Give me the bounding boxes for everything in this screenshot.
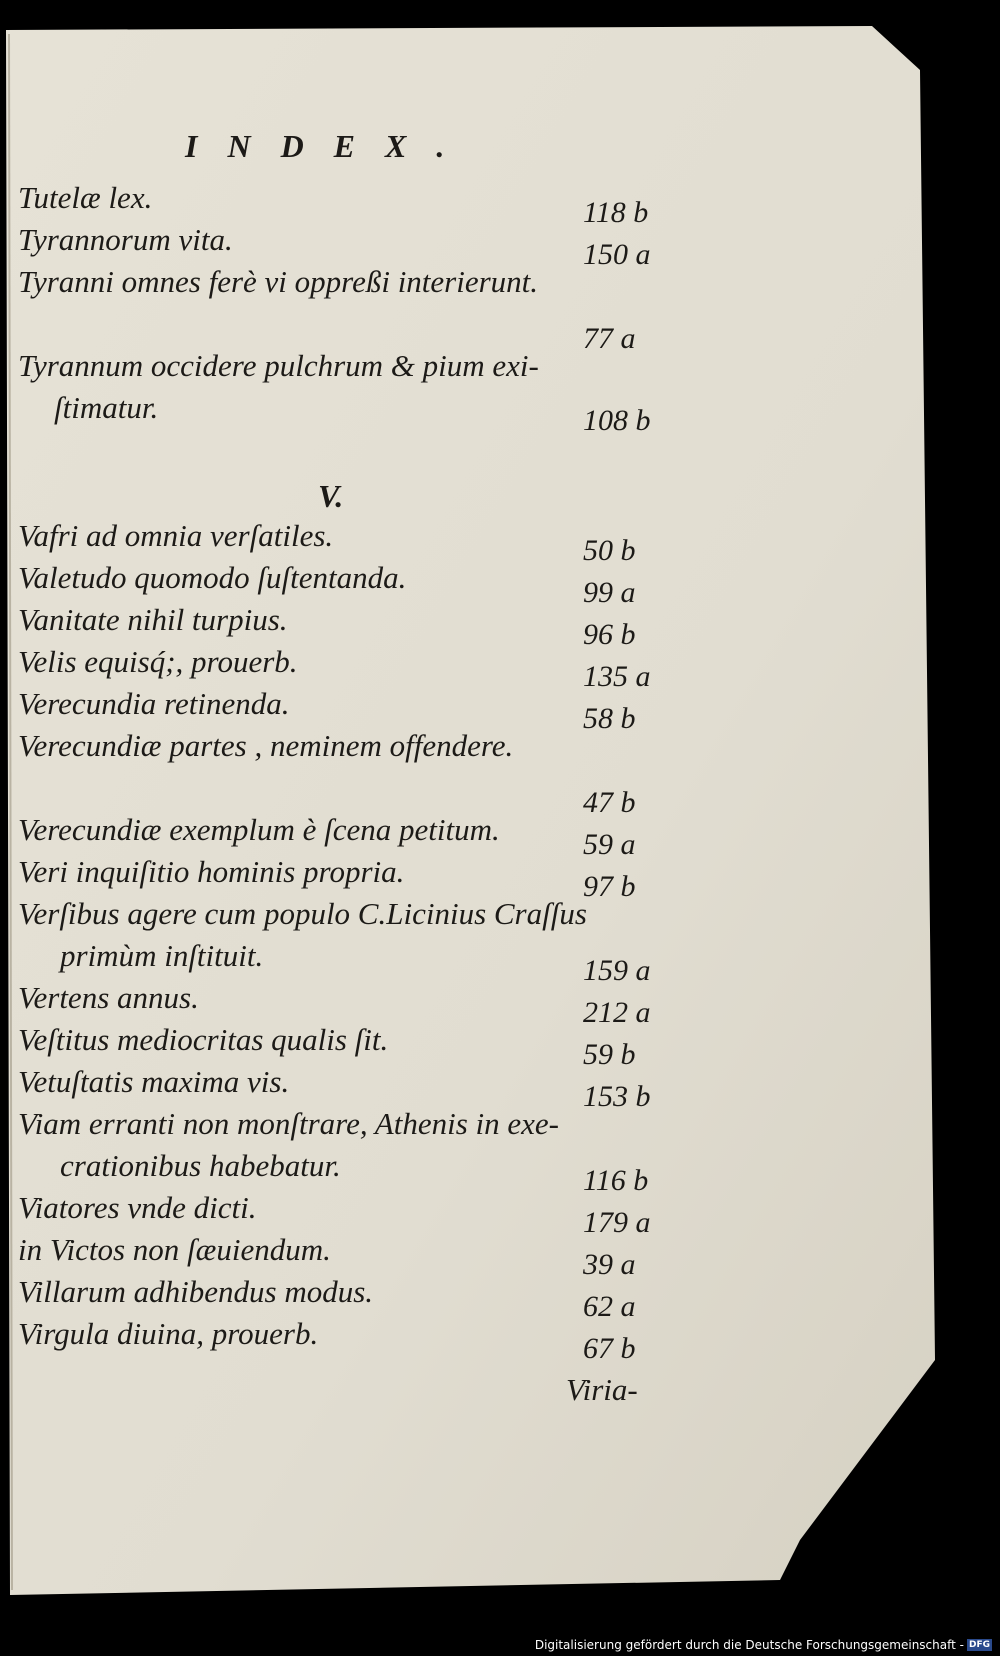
entry-continuation: ſtimatur. bbox=[54, 390, 159, 425]
entry-text: Verecundiæ partes , neminem offendere. bbox=[18, 728, 514, 763]
entry-text: Tyrannorum vita. bbox=[18, 222, 233, 257]
entry-page-ref: 153 b bbox=[583, 1080, 651, 1113]
entry-text: Virgula diuina, prouerb. bbox=[18, 1316, 319, 1351]
entry-page-ref: 59 a bbox=[583, 828, 636, 861]
entry-page-ref: 47 b bbox=[583, 786, 636, 819]
entry-page-ref: 150 a bbox=[583, 238, 651, 271]
entry-text: Viam erranti non monſtrare, Athenis in exe- bbox=[18, 1106, 559, 1141]
entry-page-ref: 58 b bbox=[583, 702, 636, 735]
entry-page-ref: 179 a bbox=[583, 1206, 651, 1239]
entry-text: Vanitate nihil turpius. bbox=[18, 602, 288, 637]
entry-page-ref: 135 a bbox=[583, 660, 651, 693]
entry-page-ref: 39 a bbox=[583, 1248, 636, 1281]
entry-text: Viatores vnde dicti. bbox=[18, 1190, 257, 1225]
dfg-logo: DFG bbox=[968, 1640, 990, 1650]
entry-text: Valetudo quomodo ſuſtentanda. bbox=[18, 560, 407, 595]
entry-continuation: primùm inſtituit. bbox=[60, 938, 264, 973]
entry-page-ref: 118 b bbox=[583, 196, 649, 229]
entry-text: Verſibus agere cum populo C.Licinius Craſſus bbox=[18, 896, 587, 931]
entry-text: Veri inquiſitio hominis propria. bbox=[18, 854, 405, 889]
section-heading-v: V. bbox=[318, 478, 344, 514]
credit-text: Digitalisierung gefördert durch die Deutsche Forschungsgemeinschaft - bbox=[534, 1638, 964, 1652]
entry-text: Vetuſtatis maxima vis. bbox=[18, 1064, 290, 1099]
entry-text: Verecundiæ exemplum è ſcena petitum. bbox=[18, 812, 500, 847]
entry-text: Veſtitus mediocritas qualis ſit. bbox=[18, 1022, 389, 1057]
entry-text: Tyrannum occidere pulchrum & pium exi- bbox=[18, 348, 539, 383]
catchword: Viria- bbox=[566, 1372, 638, 1407]
entry-continuation: crationibus habebatur. bbox=[60, 1148, 341, 1183]
digitization-credit bbox=[535, 1638, 992, 1652]
entry-text: Villarum adhibendus modus. bbox=[18, 1274, 374, 1309]
entry-page-ref: 99 a bbox=[583, 576, 636, 609]
entry-page-ref: 96 b bbox=[583, 618, 636, 651]
entry-text: Tutelæ lex. bbox=[18, 180, 153, 215]
entry-text: Velis equisq́;, prouerb. bbox=[18, 644, 298, 679]
entry-page-ref: 62 a bbox=[583, 1290, 636, 1323]
entry-page-ref: 212 a bbox=[583, 996, 651, 1029]
page-header: INDEX. bbox=[185, 128, 475, 164]
entry-text: Vertens annus. bbox=[18, 980, 199, 1015]
entry-page-ref: 97 b bbox=[583, 870, 636, 903]
entry-text: Tyranni omnes ferè vi oppreßi interierunt. bbox=[18, 264, 539, 299]
entry-text: Vafri ad omnia verſatiles. bbox=[18, 518, 334, 553]
entry-page-ref: 108 b bbox=[583, 404, 651, 437]
entry-page-ref: 67 b bbox=[583, 1332, 636, 1365]
entry-page-ref: 77 a bbox=[583, 322, 636, 355]
entry-text: Verecundia retinenda. bbox=[18, 686, 290, 721]
entry-page-ref: 59 b bbox=[583, 1038, 636, 1071]
entry-page-ref: 116 b bbox=[583, 1164, 649, 1197]
entry-text: in Victos non ſæuiendum. bbox=[18, 1232, 331, 1267]
entry-page-ref: 50 b bbox=[583, 534, 636, 567]
entry-page-ref: 159 a bbox=[583, 954, 651, 987]
